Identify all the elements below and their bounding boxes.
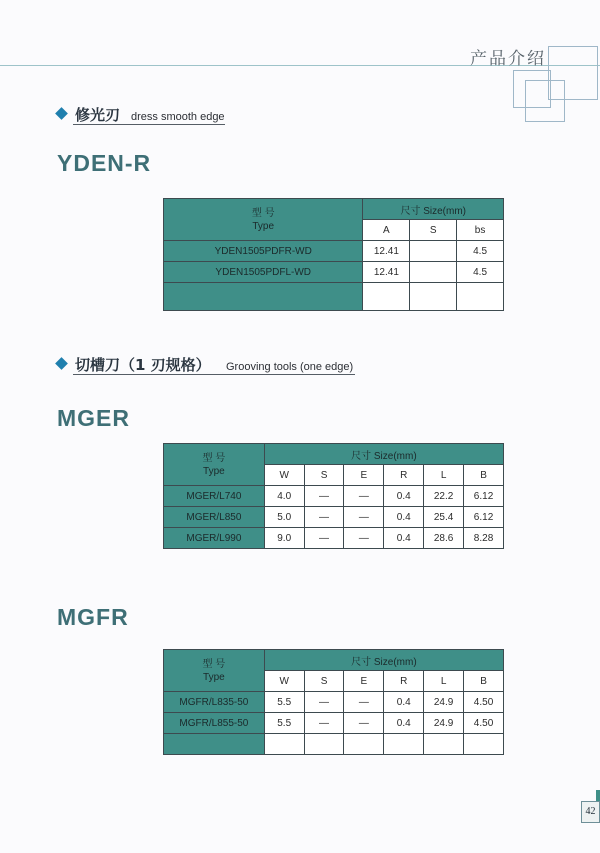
table-row	[164, 507, 504, 528]
column-header: R	[384, 465, 424, 486]
size-header: 尺寸 Size(mm)	[264, 444, 503, 465]
column-header: E	[344, 671, 384, 692]
empty-cell	[384, 734, 424, 755]
table-row	[164, 713, 504, 734]
value-cell: 12.41	[363, 262, 410, 283]
section-bullet-icon	[55, 357, 68, 370]
type-cell: YDEN1505PDFR-WD	[164, 241, 363, 262]
table-row	[164, 528, 504, 549]
empty-cell	[457, 283, 504, 311]
mgfr-spec-table	[163, 649, 504, 755]
type-header: 型 号 Type	[164, 650, 265, 692]
value-cell	[410, 262, 457, 283]
column-header: W	[264, 671, 304, 692]
column-header: B	[464, 465, 504, 486]
value-cell: —	[344, 486, 384, 507]
value-cell: —	[304, 692, 344, 713]
table-row-empty	[164, 734, 504, 755]
section-title-en: dress smooth edge	[131, 111, 225, 123]
section-title-cn: 修光刃	[75, 106, 121, 124]
value-cell: 4.5	[457, 241, 504, 262]
value-cell: 4.0	[264, 486, 304, 507]
table-row	[164, 692, 504, 713]
value-cell: 0.4	[384, 692, 424, 713]
column-header: A	[363, 220, 410, 241]
table-row	[164, 486, 504, 507]
value-cell: 0.4	[384, 528, 424, 549]
value-cell: 24.9	[424, 692, 464, 713]
section-underline	[73, 374, 355, 375]
table-row	[164, 241, 504, 262]
value-cell: —	[304, 507, 344, 528]
empty-cell	[464, 734, 504, 755]
table-row-empty	[164, 283, 504, 311]
value-cell: —	[344, 713, 384, 734]
header-square-decoration	[525, 80, 565, 122]
value-cell: —	[304, 528, 344, 549]
empty-type-cell	[164, 283, 363, 311]
page-number: 42	[581, 801, 600, 823]
value-cell: 12.41	[363, 241, 410, 262]
size-header: 尺寸 Size(mm)	[363, 199, 504, 220]
value-cell: —	[304, 486, 344, 507]
column-header: B	[464, 671, 504, 692]
type-cell: MGER/L990	[164, 528, 265, 549]
column-header: S	[304, 465, 344, 486]
column-header: L	[424, 465, 464, 486]
column-header: bs	[457, 220, 504, 241]
empty-cell	[424, 734, 464, 755]
column-header: S	[304, 671, 344, 692]
size-header: 尺寸 Size(mm)	[264, 650, 503, 671]
value-cell: 5.5	[264, 713, 304, 734]
type-cell: MGER/L740	[164, 486, 265, 507]
value-cell: 25.4	[424, 507, 464, 528]
value-cell: —	[304, 713, 344, 734]
column-header: R	[384, 671, 424, 692]
type-header: 型 号 Type	[164, 199, 363, 241]
yden-spec-table	[163, 198, 504, 311]
column-header: W	[264, 465, 304, 486]
model-heading-yden: YDEN-R	[57, 150, 152, 176]
empty-cell	[264, 734, 304, 755]
value-cell: 4.5	[457, 262, 504, 283]
value-cell: 0.4	[384, 486, 424, 507]
empty-cell	[344, 734, 384, 755]
value-cell: 5.5	[264, 692, 304, 713]
value-cell: 22.2	[424, 486, 464, 507]
empty-cell	[410, 283, 457, 311]
value-cell: 0.4	[384, 507, 424, 528]
value-cell: —	[344, 528, 384, 549]
value-cell: —	[344, 692, 384, 713]
type-cell: YDEN1505PDFL-WD	[164, 262, 363, 283]
type-header: 型 号 Type	[164, 444, 265, 486]
value-cell: 28.6	[424, 528, 464, 549]
empty-cell	[304, 734, 344, 755]
section-underline	[73, 124, 225, 125]
empty-cell	[363, 283, 410, 311]
column-header: S	[410, 220, 457, 241]
empty-type-cell	[164, 734, 265, 755]
value-cell: 4.50	[464, 713, 504, 734]
mger-spec-table	[163, 443, 504, 549]
type-cell: MGFR/L855-50	[164, 713, 265, 734]
value-cell: 24.9	[424, 713, 464, 734]
value-cell: —	[344, 507, 384, 528]
section-bullet-icon	[55, 107, 68, 120]
type-cell: MGFR/L835-50	[164, 692, 265, 713]
value-cell: 0.4	[384, 713, 424, 734]
type-cell: MGER/L850	[164, 507, 265, 528]
model-heading-mgfr: MGFR	[57, 604, 129, 630]
value-cell: 6.12	[464, 507, 504, 528]
value-cell: 5.0	[264, 507, 304, 528]
value-cell: 8.28	[464, 528, 504, 549]
value-cell	[410, 241, 457, 262]
model-heading-mger: MGER	[57, 405, 130, 431]
column-header: L	[424, 671, 464, 692]
value-cell: 9.0	[264, 528, 304, 549]
header-title: 产品介绍	[470, 49, 546, 69]
value-cell: 4.50	[464, 692, 504, 713]
section-title-cn: 切槽刀（1 刃规格）	[75, 356, 211, 374]
value-cell: 6.12	[464, 486, 504, 507]
section-title-en: Grooving tools (one edge)	[226, 361, 354, 373]
column-header: E	[344, 465, 384, 486]
table-row	[164, 262, 504, 283]
